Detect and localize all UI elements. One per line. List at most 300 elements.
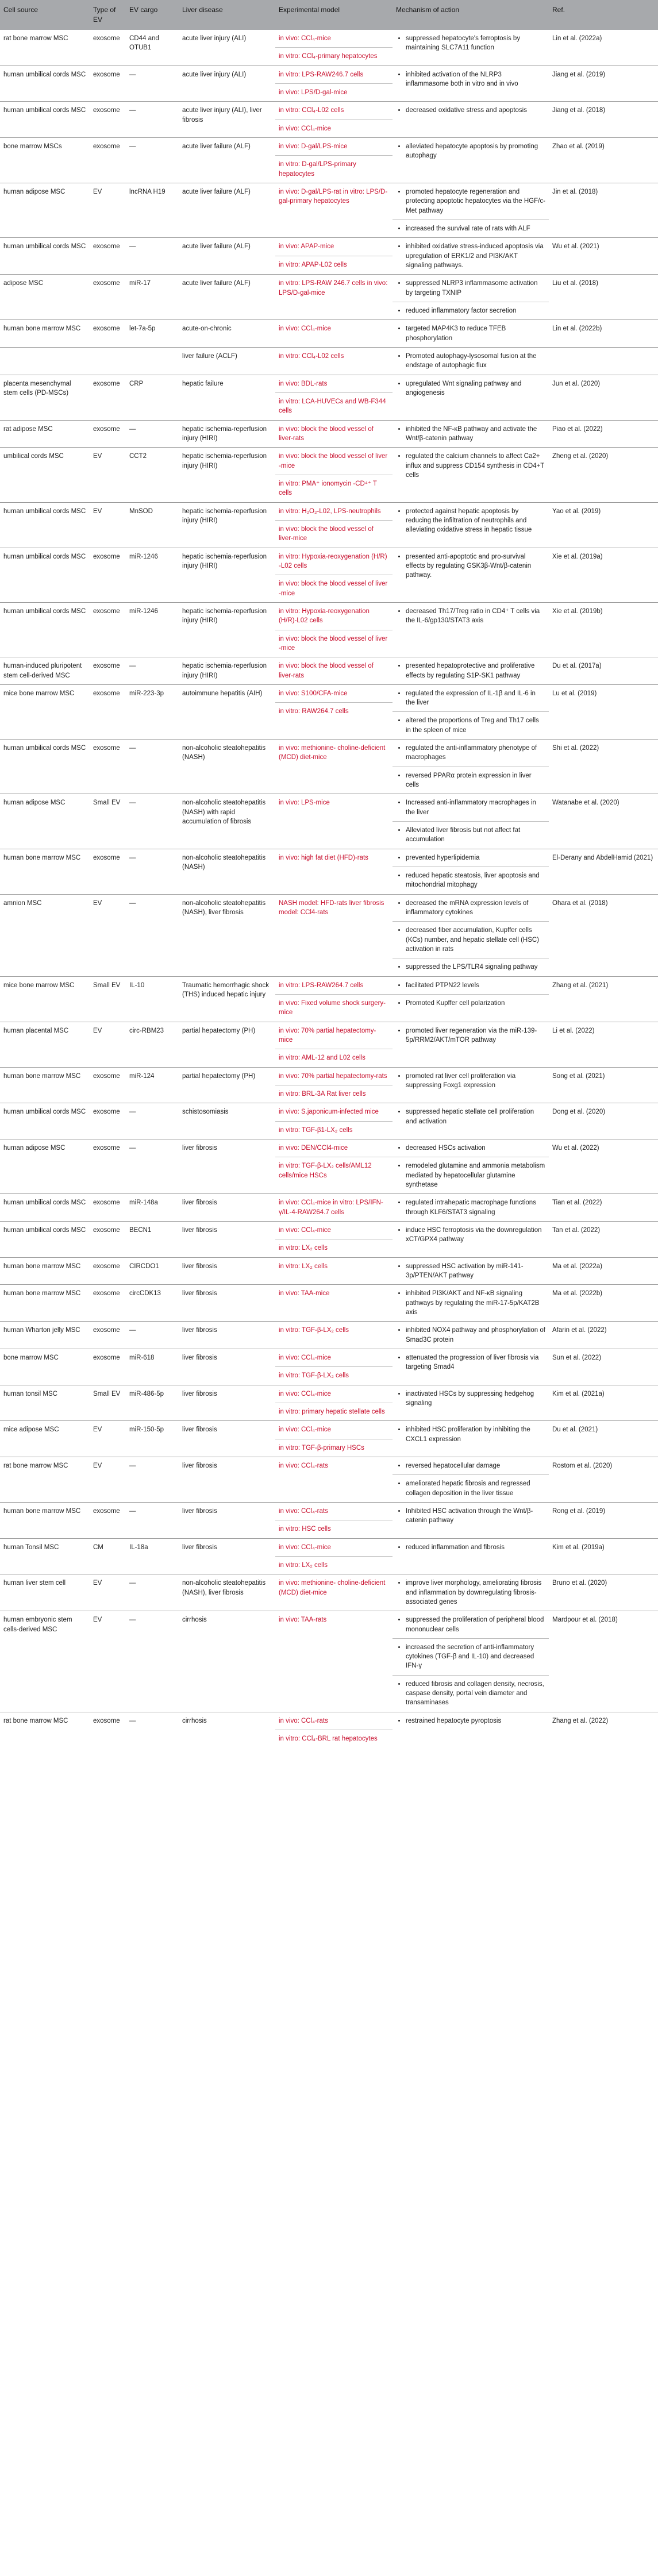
- cell-reference: [549, 138, 658, 183]
- cell-ev-type-text: EV: [93, 453, 102, 460]
- cell-liver-disease: [179, 183, 275, 238]
- cell-ev-cargo-text: —: [129, 143, 136, 151]
- mechanism-list: [396, 352, 545, 371]
- cell-liver-disease: [179, 1502, 275, 1538]
- cell-mechanism-of-action: [393, 347, 549, 375]
- cell-ev-cargo-text: miR-223-3p: [129, 690, 164, 697]
- cell-ev-cargo: [126, 1067, 179, 1103]
- cell-liver-disease-text: non-alcoholic steatohepatitis (NASH), liver fibrosis: [182, 899, 266, 917]
- mechanism-entry: [393, 1712, 549, 1730]
- cell-source: [0, 1103, 90, 1139]
- cell-ev-cargo-text: circ-RBM23: [129, 1027, 164, 1034]
- cell-reference: [549, 976, 658, 1022]
- cell-ev-cargo-text: miR-1246: [129, 553, 158, 560]
- mechanism-item: • regulated intrahepatic macrophage functions through KLF6/STAT3 signaling: [406, 1198, 545, 1217]
- table-row: [0, 602, 658, 657]
- mechanism-entry: [393, 958, 549, 976]
- table-row: [0, 976, 658, 1022]
- mechanism-entry: [393, 921, 549, 958]
- cell-ev-cargo-text: CRP: [129, 380, 144, 387]
- mechanism-entry: [393, 685, 549, 712]
- mechanism-list: [396, 1026, 545, 1045]
- cell-mechanism-of-action: [393, 320, 549, 348]
- cell-mechanism-of-action: [393, 976, 549, 1022]
- cell-liver-disease-text: hepatic ischemia-reperfusion injury (HIRI): [182, 663, 267, 679]
- cell-ev-type: [90, 1221, 126, 1257]
- cell-ev-cargo-text: miR-486-5p: [129, 1390, 164, 1397]
- cell-source: [0, 1022, 90, 1067]
- cell-ev-type: [90, 347, 126, 375]
- mechanism-item: • suppressed hepatic stellate cell proliferation and activation: [406, 1107, 545, 1126]
- cell-ev-cargo-text: —: [129, 107, 136, 114]
- table-row: [0, 1457, 658, 1502]
- cell-experimental-model: [275, 238, 393, 275]
- cell-liver-disease-text: Traumatic hemorrhagic shock (THS) induced hepatic injury: [182, 981, 270, 999]
- cell-experimental-model: [275, 794, 393, 849]
- mechanism-list: [396, 798, 545, 817]
- cell-experimental-model: [275, 1538, 393, 1574]
- experimental-model-entry: in vivo: high fat diet (HFD)-rats: [279, 854, 368, 861]
- mechanism-item: • reduced fibrosis and collagen density, necrosis, caspase density, portal vein diameter and transaminases: [406, 1680, 545, 1708]
- cell-ev-cargo-text: —: [129, 1327, 136, 1334]
- cell-reference: [549, 1285, 658, 1322]
- mechanism-list: [396, 771, 545, 790]
- mechanism-item: • suppressed NLRP3 inflammasome activation by targeting TXNIP: [406, 279, 545, 298]
- cell-source-text: placenta mesenchymal stem cells (PD-MSCs): [3, 380, 71, 396]
- table-row: [0, 894, 658, 976]
- cell-source: [0, 1538, 90, 1574]
- mechanism-item: • reduced inflammatory factor secretion: [406, 306, 545, 315]
- cell-source: [0, 1712, 90, 1747]
- cell-ev-cargo: [126, 1257, 179, 1285]
- mechanism-entry: [393, 275, 549, 302]
- cell-source-text: human adipose MSC: [3, 188, 66, 196]
- cell-experimental-model: [275, 30, 393, 66]
- mechanism-list: [396, 1479, 545, 1498]
- experimental-model-entry: in vivo: BDL-rats: [279, 380, 328, 387]
- experimental-model-entry: in vivo: DEN/CCl4-mice: [279, 1145, 348, 1152]
- cell-mechanism-of-action: [393, 30, 549, 66]
- mechanism-entry: [393, 66, 549, 93]
- cell-ev-cargo: [126, 320, 179, 348]
- cell-source: [0, 976, 90, 1022]
- cell-reference-text: Rong et al. (2019): [552, 1507, 606, 1515]
- cell-source-text: mice adipose MSC: [3, 1426, 59, 1434]
- experimental-model-entry: in vitro: primary hepatic stellate cells: [275, 1403, 393, 1420]
- cell-source-text: [0, 348, 90, 356]
- cell-liver-disease-text: hepatic failure: [182, 380, 224, 387]
- experimental-model-entry: in vitro: H₂O₂-L02, LPS-neutrophils: [279, 507, 381, 515]
- cell-mechanism-of-action: [393, 138, 549, 183]
- cell-ev-type: [90, 66, 126, 102]
- cell-reference: [549, 1421, 658, 1457]
- cell-source-text: rat adipose MSC: [3, 425, 53, 433]
- experimental-model-entry: in vitro: TGF-β1-LX₂ cells: [275, 1121, 393, 1139]
- mechanism-list: [396, 871, 545, 890]
- experimental-model-entry: in vivo: Fixed volume shock surgery-mice: [275, 994, 393, 1022]
- experimental-model-entry: in vitro: LPS-RAW 246.7 cells in vivo: LPS/D-gal-mice: [279, 280, 388, 297]
- cell-mechanism-of-action: [393, 1712, 549, 1747]
- experimental-model-entry: in vivo: block the blood vessel of liver -mice: [279, 453, 388, 469]
- experimental-model-entry: in vivo: block the blood vessel of liver-rats: [279, 425, 374, 442]
- cell-source: [0, 1611, 90, 1712]
- cell-reference-text: Du et al. (2021): [552, 1426, 598, 1434]
- cell-source: [0, 849, 90, 894]
- cell-ev-cargo: [126, 684, 179, 739]
- cell-liver-disease: [179, 976, 275, 1022]
- mechanism-list: [396, 552, 545, 580]
- experimental-model-entry: in vivo: TAA-mice: [279, 1290, 330, 1297]
- table-row: [0, 1322, 658, 1349]
- cell-mechanism-of-action: [393, 1194, 549, 1222]
- cell-source: [0, 1385, 90, 1421]
- mechanism-item: • inhibited NOX4 pathway and phosphorylation of Smad3C protein: [406, 1326, 545, 1345]
- experimental-model-entry: in vitro: D-gal/LPS-primary hepatocytes: [275, 155, 393, 183]
- cell-ev-type-text: CM: [93, 1543, 103, 1551]
- cell-mechanism-of-action: [393, 1022, 549, 1067]
- cell-source: [0, 320, 90, 348]
- experimental-model-entry: in vivo: CCl₄-mice: [279, 1354, 331, 1361]
- cell-ev-cargo: [126, 1502, 179, 1538]
- cell-source-text: human adipose MSC: [3, 1145, 66, 1152]
- cell-ev-type: [90, 138, 126, 183]
- mechanism-item: • ameliorated hepatic fibrosis and regressed collagen deposition in the liver tissue: [406, 1479, 545, 1498]
- cell-liver-disease-text: acute liver failure (ALF): [182, 188, 251, 196]
- cell-ev-cargo: [126, 1322, 179, 1349]
- cell-source: [0, 347, 90, 375]
- cell-ev-cargo-text: —: [129, 1108, 136, 1116]
- experimental-model-entry: in vivo: APAP-mice: [279, 243, 334, 251]
- mechanism-entry: [393, 1474, 549, 1502]
- cell-liver-disease: [179, 448, 275, 502]
- cell-liver-disease: [179, 1574, 275, 1611]
- header-liver-disease: Liver disease: [179, 0, 275, 30]
- mechanism-list: [396, 279, 545, 298]
- cell-source-text: human tonsil MSC: [3, 1390, 57, 1397]
- mechanism-item: • decreased oxidative stress and apoptosis: [406, 106, 545, 115]
- mechanism-item: • Promoted Kupffer cell polarization: [406, 999, 545, 1008]
- mechanism-item: • Increased anti-inflammatory macrophages in the liver: [406, 798, 545, 817]
- cell-ev-type: [90, 420, 126, 448]
- cell-ev-cargo: [126, 238, 179, 275]
- header-experimental-model: Experimental model: [275, 0, 393, 30]
- cell-mechanism-of-action: [393, 1257, 549, 1285]
- cell-mechanism-of-action: [393, 602, 549, 657]
- mechanism-entry: [393, 1222, 549, 1249]
- cell-experimental-model: [275, 976, 393, 1022]
- table-row: [0, 1067, 658, 1103]
- cell-reference: [549, 1257, 658, 1285]
- mechanism-list: [396, 1643, 545, 1671]
- cell-liver-disease-text: liver fibrosis: [182, 1543, 217, 1551]
- cell-experimental-model: [275, 602, 393, 657]
- mechanism-list: [396, 744, 545, 763]
- header-ev-cargo: EV cargo: [126, 0, 179, 30]
- cell-ev-type: [90, 1322, 126, 1349]
- cell-mechanism-of-action: [393, 1349, 549, 1385]
- mechanism-item: • alleviated hepatocyte apoptosis by promoting autophagy: [406, 142, 545, 161]
- experimental-model-entry: in vivo: methionine- choline-deficient (MCD) diet-mice: [279, 745, 386, 761]
- cell-ev-cargo: [126, 657, 179, 685]
- mechanism-item: • suppressed hepatocyte's ferroptosis by maintaining SLC7A11 function: [406, 34, 545, 53]
- mechanism-entry: [393, 657, 549, 684]
- cell-mechanism-of-action: [393, 502, 549, 548]
- experimental-model-entry: in vivo: D-gal/LPS-rat in vitro: LPS/D-gal-primary hepatocytes: [279, 188, 388, 205]
- cell-experimental-model: [275, 1611, 393, 1712]
- cell-reference-text: Ma et al. (2022b): [552, 1290, 602, 1297]
- mechanism-entry: [393, 1539, 549, 1556]
- cell-liver-disease-text: acute liver failure (ALF): [182, 143, 251, 151]
- mechanism-entry: [393, 994, 549, 1012]
- mechanism-item: • improve liver morphology, ameliorating fibrosis and inflammation by downregulating fibrosis-associated genes: [406, 1578, 545, 1607]
- cell-ev-type: [90, 1103, 126, 1139]
- mechanism-entry: [393, 1068, 549, 1095]
- cell-ev-type-text: exosome: [93, 35, 120, 43]
- experimental-model-entry: in vivo: block the blood vessel of liver-rats: [279, 663, 374, 679]
- cell-source-text: human adipose MSC: [3, 799, 66, 807]
- cell-reference-text: Ma et al. (2022a): [552, 1262, 602, 1270]
- cell-liver-disease-text: hepatic ischemia-reperfusion injury (HIRI): [182, 453, 267, 469]
- table-row: [0, 684, 658, 739]
- cell-ev-cargo-text: —: [129, 1462, 136, 1469]
- cell-experimental-model: [275, 420, 393, 448]
- mechanism-list: [396, 981, 545, 990]
- cell-ev-type-text: exosome: [93, 1262, 120, 1270]
- cell-reference: [549, 238, 658, 275]
- cell-liver-disease: [179, 1103, 275, 1139]
- mechanism-entry: [393, 603, 549, 630]
- cell-ev-cargo: [126, 502, 179, 548]
- mechanism-entry: [393, 977, 549, 994]
- cell-experimental-model: [275, 320, 393, 348]
- cell-liver-disease: [179, 66, 275, 102]
- cell-mechanism-of-action: [393, 183, 549, 238]
- cell-ev-cargo-text: circCDK13: [129, 1290, 161, 1297]
- cell-ev-type-text: exosome: [93, 1507, 120, 1515]
- cell-source-text: human bone marrow MSC: [3, 854, 81, 861]
- cell-ev-type-text: [90, 348, 126, 356]
- cell-ev-type-text: EV: [93, 1027, 102, 1034]
- cell-source: [0, 602, 90, 657]
- cell-liver-disease: [179, 420, 275, 448]
- cell-source-text: human Wharton jelly MSC: [3, 1327, 80, 1334]
- experimental-model-entry: in vitro: Hypoxia-reoxygenation (H/R) -L02 cells: [279, 553, 387, 569]
- cell-source: [0, 1574, 90, 1611]
- cell-reference-text: Kim et al. (2019a): [552, 1543, 605, 1551]
- cell-ev-cargo: [126, 1712, 179, 1747]
- experimental-model-entry: NASH model: HFD-rats liver fibrosis model: CCl4-rats: [279, 899, 384, 917]
- mechanism-item: • Inhibited HSC activation through the Wnt/β-catenin pathway: [406, 1507, 545, 1526]
- cell-reference: [549, 375, 658, 420]
- cell-ev-cargo: [126, 30, 179, 66]
- cell-liver-disease: [179, 320, 275, 348]
- mechanism-entry: [393, 1103, 549, 1130]
- cell-source: [0, 1502, 90, 1538]
- cell-ev-type-text: EV: [93, 1426, 102, 1434]
- mechanism-item: • decreased HSCs activation: [406, 1143, 545, 1153]
- cell-liver-disease: [179, 1257, 275, 1285]
- cell-liver-disease: [179, 794, 275, 849]
- mechanism-item: • regulated the anti-inflammatory phenotype of macrophages: [406, 744, 545, 763]
- table-row: [0, 1385, 658, 1421]
- table-row: [0, 320, 658, 348]
- cell-ev-cargo: [126, 66, 179, 102]
- cell-experimental-model: [275, 1067, 393, 1103]
- cell-experimental-model: [275, 740, 393, 794]
- table-row: [0, 1194, 658, 1222]
- cell-source-text: rat bone marrow MSC: [3, 1462, 68, 1469]
- cell-reference-text: Liu et al. (2018): [552, 280, 598, 287]
- mechanism-entry: [393, 348, 549, 375]
- cell-source-text: bone marrow MSC: [3, 1354, 59, 1361]
- mechanism-item: • suppressed the LPS/TLR4 signaling pathway: [406, 962, 545, 972]
- cell-mechanism-of-action: [393, 1457, 549, 1502]
- cell-ev-cargo: [126, 794, 179, 849]
- cell-ev-type: [90, 1712, 126, 1747]
- cell-ev-type: [90, 1611, 126, 1712]
- header-cell-source: Cell source: [0, 0, 90, 30]
- cell-source-text: human umbilical cords MSC: [3, 71, 86, 78]
- cell-ev-type: [90, 275, 126, 320]
- cell-liver-disease: [179, 684, 275, 739]
- cell-ev-type: [90, 320, 126, 348]
- cell-source: [0, 1067, 90, 1103]
- mechanism-item: • altered the proportions of Treg and Th17 cells in the spleen of mice: [406, 716, 545, 735]
- mechanism-item: • prevented hyperlipidemia: [406, 853, 545, 862]
- cell-reference-text: Piao et al. (2022): [552, 425, 603, 433]
- mechanism-list: [396, 425, 545, 444]
- mechanism-list: [396, 926, 545, 954]
- cell-experimental-model: [275, 1349, 393, 1385]
- experimental-model-entry: in vivo: LPS/D-gal-mice: [275, 83, 393, 101]
- cell-reference-text: [549, 348, 658, 356]
- cell-reference-text: Xie et al. (2019b): [552, 607, 603, 615]
- cell-reference: [549, 1385, 658, 1421]
- cell-ev-type-text: exosome: [93, 1072, 120, 1080]
- cell-reference-text: Dong et al. (2020): [552, 1108, 606, 1116]
- cell-source-text: human umbilical cords MSC: [3, 1108, 86, 1116]
- cell-experimental-model: [275, 849, 393, 894]
- cell-ev-type-text: EV: [93, 1580, 102, 1587]
- table-header: [0, 0, 658, 30]
- header-row: [0, 0, 658, 30]
- mechanism-item: • promoted liver regeneration via the miR-139-5p/RRM2/AKT/mTOR pathway: [406, 1026, 545, 1045]
- cell-liver-disease: [179, 138, 275, 183]
- mechanism-list: [396, 1425, 545, 1444]
- cell-reference-text: Zhao et al. (2019): [552, 143, 605, 151]
- experimental-model-entry: in vivo: 70% partial hepatectomy-rats: [279, 1072, 387, 1080]
- cell-ev-type: [90, 548, 126, 602]
- cell-ev-cargo-text: —: [129, 1616, 136, 1624]
- cell-reference-text: Jin et al. (2018): [552, 188, 598, 196]
- mechanism-entry: [393, 1574, 549, 1611]
- cell-experimental-model: [275, 1139, 393, 1194]
- cell-liver-disease-text: autoimmune hepatitis (AIH): [182, 690, 263, 697]
- cell-ev-type-text: exosome: [93, 1145, 120, 1152]
- cell-ev-cargo-text: miR-17: [129, 280, 151, 287]
- mechanism-list: [396, 1578, 545, 1607]
- mechanism-entry: [393, 183, 549, 220]
- experimental-model-entry: in vitro: APAP-L02 cells: [275, 256, 393, 274]
- mechanism-list: [396, 1107, 545, 1126]
- cell-reference: [549, 657, 658, 685]
- cell-liver-disease: [179, 30, 275, 66]
- experimental-model-entry: in vivo: LPS-mice: [279, 799, 330, 807]
- table-row: [0, 30, 658, 66]
- mechanism-item: • attenuated the progression of liver fibrosis via targeting Smad4: [406, 1353, 545, 1372]
- cell-source-text: bone marrow MSCs: [3, 143, 62, 151]
- cell-mechanism-of-action: [393, 1139, 549, 1194]
- cell-source-text: human embryonic stem cells-derived MSC: [3, 1616, 72, 1633]
- cell-ev-type-text: Small EV: [93, 1390, 121, 1397]
- cell-liver-disease-text: partial hepatectomy (PH): [182, 1072, 256, 1080]
- experimental-model-entry: in vivo: CCl₄-mice: [279, 35, 331, 43]
- experimental-model-entry: in vitro: CCl₄-L02 cells: [279, 352, 344, 360]
- cell-reference: [549, 548, 658, 602]
- cell-experimental-model: [275, 102, 393, 138]
- mechanism-item: • reversed hepatocellular damage: [406, 1461, 545, 1470]
- cell-reference: [549, 347, 658, 375]
- cell-reference: [549, 1457, 658, 1502]
- cell-ev-cargo-text: miR-150-5p: [129, 1426, 164, 1434]
- cell-mechanism-of-action: [393, 684, 549, 739]
- table-row: [0, 1712, 658, 1747]
- cell-liver-disease: [179, 1385, 275, 1421]
- table-row: [0, 794, 658, 849]
- cell-ev-type: [90, 448, 126, 502]
- mechanism-item: • suppressed HSC activation by miR-141-3p/PTEN/AKT pathway: [406, 1262, 545, 1281]
- mechanism-list: [396, 224, 545, 233]
- cell-ev-cargo: [126, 1022, 179, 1067]
- cell-ev-cargo: [126, 420, 179, 448]
- cell-liver-disease-text: non-alcoholic steatohepatitis (NASH): [182, 745, 266, 761]
- cell-source-text: human umbilical cords MSC: [3, 107, 86, 114]
- table-row: [0, 1611, 658, 1712]
- cell-ev-type: [90, 657, 126, 685]
- table-row: [0, 347, 658, 375]
- table-row: [0, 548, 658, 602]
- cell-liver-disease-text: cirrhosis: [182, 1717, 207, 1724]
- mechanism-list: [396, 1680, 545, 1708]
- cell-ev-type: [90, 976, 126, 1022]
- experimental-model-entry: in vivo: CCl₄-mice: [279, 1390, 331, 1397]
- experimental-model-entry: in vitro: TGF-β-LX₂ cells: [275, 1366, 393, 1384]
- table-row: [0, 1285, 658, 1322]
- mechanism-list: [396, 1389, 545, 1408]
- cell-ev-cargo: [126, 849, 179, 894]
- mechanism-entry: [393, 375, 549, 402]
- cell-mechanism-of-action: [393, 1574, 549, 1611]
- cell-source: [0, 1421, 90, 1457]
- mechanism-item: • facilitated PTPN22 levels: [406, 981, 545, 990]
- cell-experimental-model: [275, 1457, 393, 1502]
- cell-ev-type-text: exosome: [93, 280, 120, 287]
- cell-source: [0, 30, 90, 66]
- cell-reference-text: Du et al. (2017a): [552, 663, 602, 670]
- cell-ev-cargo-text: IL-18a: [129, 1543, 148, 1551]
- cell-mechanism-of-action: [393, 849, 549, 894]
- cell-ev-cargo-text: —: [129, 854, 136, 861]
- mechanism-list: [396, 142, 545, 161]
- cell-experimental-model: [275, 1385, 393, 1421]
- experimental-model-entry: in vivo: D-gal/LPS-mice: [279, 143, 348, 151]
- table-row: [0, 102, 658, 138]
- cell-mechanism-of-action: [393, 794, 549, 849]
- header-mechanism-of-action: Mechanism of action: [393, 0, 549, 30]
- cell-ev-cargo-text: —: [129, 71, 136, 78]
- cell-source: [0, 238, 90, 275]
- mechanism-list: [396, 1198, 545, 1217]
